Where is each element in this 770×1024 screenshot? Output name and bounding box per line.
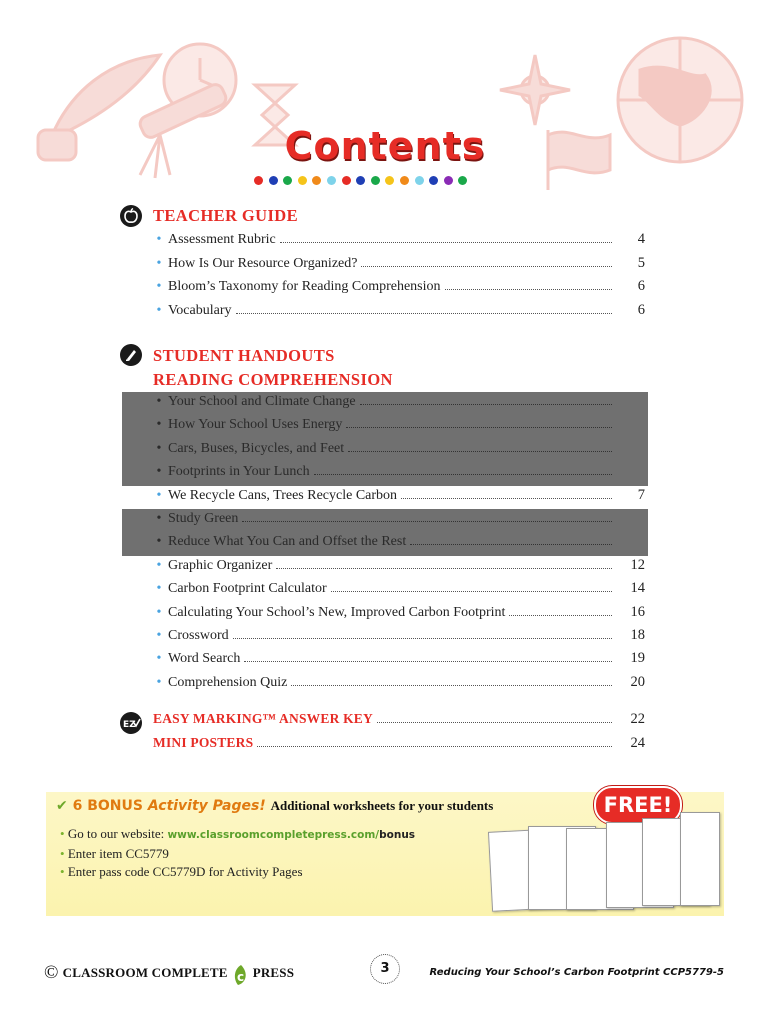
bullet-icon: • [156,581,162,597]
bullet-icon: • [156,394,162,409]
divider-dot [400,176,409,185]
bullet-icon: • [156,463,162,479]
toc-entry-label: Graphic Organizer [168,558,273,574]
divider-dot [342,176,351,185]
section-title-teacher-guide: TEACHER GUIDE [153,206,299,225]
section-title-student-handouts: STUDENT HANDOUTS [153,346,335,365]
toc-entry[interactable] [150,255,645,277]
bullet-icon: • [156,558,162,574]
toc-entry-page: 19 [630,650,645,667]
toc-entry-label: Footprints in Your Lunch [168,463,310,479]
toc-entry[interactable] [150,627,645,649]
website-link[interactable]: www.classroomcompletepress.com/bonus [167,829,416,841]
toc-entry-label: Vocabulary [168,302,232,318]
bullet-icon: • [156,510,162,526]
dot-leader [331,590,612,592]
toc-entry-label: Your School and Climate Change [168,394,356,409]
toc-entry-label: We Recycle Cans, Trees Recycle Carbon [168,488,398,504]
mini-posters-page: 24 [630,735,645,751]
checkmark-icon: ✔ [56,798,68,814]
dot-leader [276,567,612,569]
dot-leader [280,241,612,243]
toc-entry[interactable] [150,580,645,602]
dot-leader [291,684,612,686]
toc-entry-page: 18 [630,627,645,643]
toc-entry-label: Calculating Your School’s New, Improved Carbon Footprint [168,604,506,620]
divider-dot [429,176,438,185]
bullet-icon: • [156,279,162,294]
toc-entry-answer-key[interactable] [153,711,645,733]
leaf-logo-icon [230,963,252,989]
dot-leader [257,745,612,747]
bullet-icon: • [156,533,162,549]
toc-entry-page: 5 [637,254,645,271]
divider-dot [254,176,263,185]
toc-entry-label: Assessment Rubric [168,232,276,247]
toc-entry-mini-posters[interactable] [153,735,645,757]
toc-entry-label: Bloom’s Taxonomy for Reading Comprehension [168,279,441,294]
svg-text:c: c [236,970,245,984]
bullet-icon: • [156,417,162,433]
toc-entry[interactable] [150,487,645,509]
toc-entry[interactable] [150,604,645,626]
toc-entry[interactable] [150,278,645,300]
divider-dot [371,176,380,185]
dot-leader [361,265,612,267]
toc-entry[interactable] [150,557,645,579]
toc-entry-label: Carbon Footprint Calculator [168,581,327,597]
ez-checkmark-icon [120,712,142,734]
toc-entry-label: Reduce What You Can and Offset the Rest [168,533,407,549]
bullet-icon: • [156,604,162,620]
publisher-logo [44,962,294,984]
dot-leader [445,288,612,290]
dot-leader [233,637,612,639]
toc-entry-label: Word Search [168,651,241,667]
toc-entry[interactable] [150,394,645,416]
page-title: Contents [284,124,486,168]
answer-key-page: 22 [630,711,645,727]
toc-entry[interactable] [150,441,645,463]
bonus-description: Additional worksheets for your students [270,798,494,813]
page-number: 3 [370,954,400,984]
dot-leader [410,543,612,545]
toc-entry[interactable] [150,302,645,324]
pencil-icon [120,344,142,366]
toc-entry-label: How Is Our Resource Organized? [168,255,358,271]
toc-entry[interactable] [150,534,645,556]
toc-entry[interactable] [150,464,645,486]
divider-dot [312,176,321,185]
divider-dot [356,176,365,185]
toc-entry-label: How Your School Uses Energy [168,417,343,433]
toc-entry[interactable] [150,674,645,696]
section-subtitle-reading-comprehension: READING COMPREHENSION [153,370,393,389]
dot-leader [236,312,613,314]
item-code-text: Enter item CC5779 [67,846,169,861]
divider-dot [327,176,336,185]
bonus-heading [56,798,493,814]
answer-key-label: EASY MARKING™ ANSWER KEY [153,711,373,726]
toc-entry-label: Crossword [168,628,229,643]
toc-entry[interactable] [150,650,645,672]
toc-entry-page: 6 [637,278,645,294]
divider-dot [269,176,278,185]
compass-rose-icon [500,55,570,125]
dot-leader [360,403,612,405]
bonus-instruction-website: • Go to our website: www.classroomcompletepress.com/bonus [60,826,416,841]
toc-entry-label: Cars, Buses, Bicycles, and Feet [168,440,345,456]
mini-posters-label: MINI POSTERS [153,735,254,750]
toc-entry-page: 4 [637,231,645,247]
dot-leader [509,614,612,616]
passcode-text: Enter pass code CC5779D for Activity Pages [67,864,303,879]
toc-entry-page: 16 [630,603,645,620]
dot-leader [377,721,612,723]
divider-dot [415,176,424,185]
toc-entry[interactable] [150,417,645,439]
bullet-icon: • [156,440,162,456]
svg-text:EZ: EZ [123,720,136,730]
bullet-icon: • [156,628,162,643]
toc-entry[interactable] [150,231,645,253]
publisher-name-b: PRESS [252,965,295,980]
toc-entry-page: 7 [637,487,645,504]
toc-entry-page: 6 [637,301,645,318]
copyright-symbol: © [44,962,59,983]
bullet-icon: • [156,651,162,667]
dot-leader [314,473,612,475]
dot-leader [346,426,612,428]
dot-leader [348,450,612,452]
toc-entry-label: Comprehension Quiz [168,674,288,690]
publisher-name-a: CLASSROOM COMPLETE [62,965,228,980]
bonus-word: BONUS [87,798,143,814]
bonus-count: 6 [72,798,83,814]
bullet-icon: • [156,255,162,271]
bullet-icon: • [156,488,162,504]
toc-entry[interactable] [150,511,645,533]
worksheet-thumbnail [680,812,720,906]
website-prefix: Go to our website: [67,826,165,841]
toc-entry-page: 12 [630,557,645,574]
bullet-icon: • [156,232,162,247]
divider-dot [385,176,394,185]
dot-leader [244,660,612,662]
dot-leader [401,497,612,499]
bonus-activity: Activity Pages! [147,798,266,814]
bonus-activity-panel [46,792,724,916]
divider-dot [298,176,307,185]
title-dot-divider [254,176,467,186]
divider-dot [444,176,453,185]
book-title-code: Reducing Your School’s Carbon Footprint CCP5779-5 [429,967,724,978]
divider-dot [283,176,292,185]
toc-entry-page: 14 [630,580,645,597]
free-badge: FREE! [594,786,682,824]
toc-entry-label: Study Green [168,510,239,526]
dot-leader [242,520,612,522]
bonus-instruction-item: • Enter item CC5779 [60,846,169,861]
toc-entry-page: 20 [630,673,645,690]
divider-dot [458,176,467,185]
apple-icon [120,205,142,227]
bonus-instruction-passcode: • Enter pass code CC5779D for Activity Pages [60,864,303,879]
bullet-icon: • [156,674,162,690]
bullet-icon: • [156,302,162,318]
